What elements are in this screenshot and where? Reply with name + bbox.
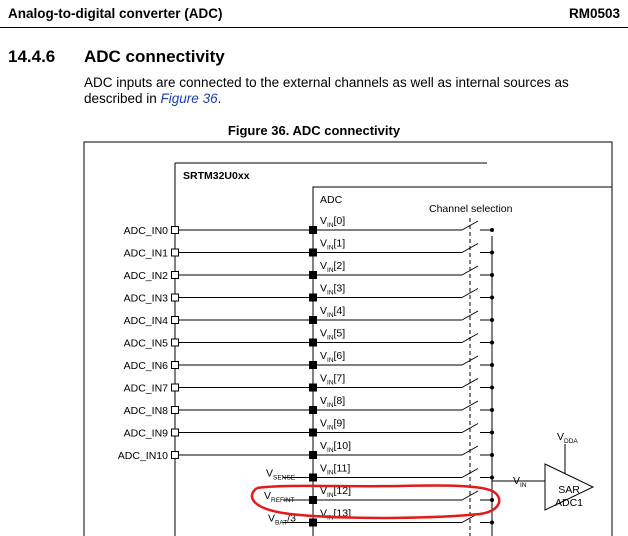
channel-switch (462, 469, 478, 478)
bus-junction (490, 273, 494, 277)
channel-switch (462, 356, 478, 365)
section-number: 14.4.6 (8, 47, 56, 66)
input-pin (172, 452, 179, 459)
vin-channel-label: $V_{IN}[12]$ (320, 485, 352, 499)
internal-source-label: $V_{SENSE}$ (266, 467, 296, 482)
channel-switch (462, 446, 478, 455)
internal-source-label: $V_{REFINT}$ (264, 490, 295, 504)
paragraph-text: ADC inputs are connected to the external channels as well as internal sources as described in (84, 75, 569, 106)
vin-channel-label: $V_{IN}[2]$ (320, 260, 346, 274)
vin-label: $V_{IN}$ (513, 475, 527, 489)
input-pin (172, 362, 179, 369)
device-label: SRTM32U0xx (183, 170, 250, 182)
input-pin-label: ADC_IN9 (123, 427, 168, 440)
bus-junction (490, 228, 494, 232)
input-pin-label: ADC_IN4 (123, 315, 168, 327)
input-pin-label: ADC_IN2 (123, 270, 168, 282)
bus-junction (490, 251, 494, 255)
figure-caption: Figure 36. ADC connectivity (227, 123, 401, 138)
adc-label: ADC (320, 194, 343, 206)
diagram-channels (118, 215, 583, 527)
input-pin-label: ADC_IN7 (123, 382, 168, 395)
bus-junction (490, 498, 494, 502)
vin-channel-label: $V_{IN}[0]$ (320, 215, 346, 229)
vin-channel-label: $V_{IN}[6]$ (320, 350, 346, 364)
bus-junction (490, 408, 494, 412)
vin-channel-label: $V_{IN}[4]$ (320, 305, 346, 319)
input-pin (172, 249, 179, 256)
bus-junction (490, 453, 494, 457)
vdda-label: $V_{DDA}$ (557, 431, 578, 445)
input-pin (172, 384, 179, 391)
input-pin (172, 272, 179, 279)
bus-junction (490, 318, 494, 322)
bus-junction (490, 431, 494, 435)
input-pin (172, 294, 179, 301)
vin-channel-label: $V_{IN}[1]$ (320, 237, 346, 252)
adc1-label: ADC1 (554, 497, 584, 509)
bus-junction (490, 296, 494, 300)
input-pin (172, 317, 179, 324)
bus-junction (490, 363, 494, 367)
vin-channel-label: $V_{IN}[9]$ (320, 417, 346, 432)
paragraph-end: . (217, 91, 222, 106)
input-pin (172, 339, 179, 346)
sar-label: SAR (558, 484, 580, 496)
input-pin-label: ADC_IN1 (123, 247, 168, 260)
section-title: ADC connectivity (84, 47, 225, 66)
vin-channel-label: $V_{IN}[5]$ (320, 327, 346, 342)
vin-channel-label: $V_{IN}[13]$ (320, 507, 352, 522)
channel-switch (462, 334, 478, 343)
vin-channel-label: $V_{IN}[11]$ (320, 462, 351, 477)
input-pin-label: ADC_IN3 (123, 292, 168, 305)
input-pin (172, 227, 179, 234)
input-pin-label: ADC_IN8 (123, 405, 168, 417)
document-id: RM0503 (568, 6, 620, 21)
input-pin (172, 407, 179, 414)
input-pin-label: ADC_IN10 (117, 450, 168, 462)
channel-switch (462, 244, 478, 253)
bus-junction (490, 341, 494, 345)
input-pin (172, 429, 179, 436)
internal-source-label: $V_{BAT}/3$ (268, 512, 296, 527)
vin-channel-label: $V_{IN}[3]$ (320, 282, 346, 297)
chapter-title: Analog-to-digital converter (ADC) (8, 6, 223, 21)
bus-junction (490, 476, 494, 480)
vin-channel-label: $V_{IN}[8]$ (320, 395, 346, 409)
vin-channel-label: $V_{IN}[10]$ (320, 440, 352, 454)
input-pin-label: ADC_IN0 (123, 225, 168, 237)
bus-junction (490, 521, 494, 525)
input-pin-label: ADC_IN6 (123, 360, 168, 372)
channel-selection-label: Channel selection (429, 203, 513, 215)
input-pin-label: ADC_IN5 (123, 337, 168, 350)
bus-junction (490, 386, 494, 390)
vin-channel-label: $V_{IN}[7]$ (320, 372, 346, 387)
figure-link[interactable]: Figure 36 (160, 91, 218, 106)
